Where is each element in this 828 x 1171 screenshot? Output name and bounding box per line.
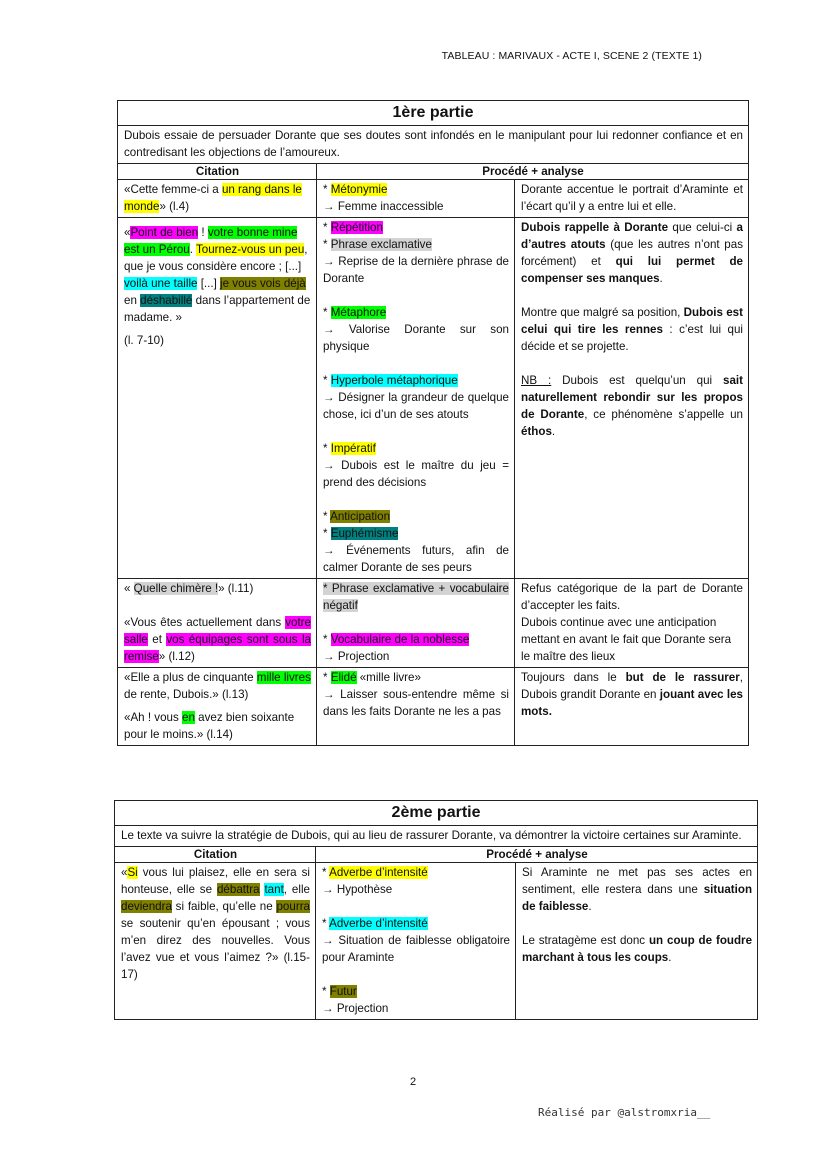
analyse-cell: Refus catégorique de la part de Dorante d’accepter les faits. Dubois continue avec une anticipation mettant en avant le fait que Dorante sera le maître des lieux bbox=[515, 579, 749, 668]
table-row bbox=[118, 579, 749, 668]
analyse-cell: Dubois rappelle à Dorante que celui-ci a d’autres atouts (que les autres n’ont pas forcément) et qui lui permet de compenser ses manques. Montre que malgré sa position, Dubois est celui qui tire les rennes : c’est lui qui décide et se projette. NB : Dubois est quelqu’un qui sait naturellement rebondir sur les propos de Dorante, ce phénomène s’appelle un éthos. bbox=[515, 218, 749, 579]
document-header: TABLEAU : MARIVAUX - ACTE I, SCENE 2 (TEXTE 1) bbox=[441, 50, 702, 62]
procede-cell: * Elidé «mille livre» → Laisser sous-entendre même si dans les faits Dorante ne les a pas bbox=[317, 668, 515, 746]
analyse-cell: Toujours dans le but de le rassurer, Dubois grandit Dorante en jouant avec les mots. bbox=[515, 668, 749, 746]
table-row bbox=[118, 668, 749, 746]
part2-title: 2ème partie bbox=[115, 801, 758, 826]
analyse-cell: Dorante accentue le portrait d’Araminte et l’écart qu’il y a entre lui et elle. bbox=[515, 180, 749, 218]
author-credit: Réalisé par @alstromxria__ bbox=[538, 1106, 711, 1119]
analyse-cell: Si Araminte ne met pas ses actes en sentiment, elle restera dans une situation de faiblesse. Le stratagème est donc un coup de foudre marchant à tous les coups. bbox=[516, 863, 758, 1020]
column-header-procede: Procédé + analyse bbox=[316, 847, 758, 863]
column-header-procede: Procédé + analyse bbox=[317, 164, 749, 180]
part1-intro: Dubois essaie de persuader Dorante que ses doutes sont infondés en le manipulant pour lui redonner confiance et en contredisant les objections de l’amoureux. bbox=[118, 126, 749, 164]
part2-intro: Le texte va suivre la stratégie de Dubois, qui au lieu de rassurer Dorante, va démontrer la victoire certaines sur Araminte. bbox=[115, 826, 758, 847]
table-row bbox=[118, 180, 749, 218]
citation-cell: «Cette femme-ci a un rang dans le monde» (l.4) bbox=[118, 180, 317, 218]
table-row bbox=[118, 218, 749, 579]
column-header-citation: Citation bbox=[118, 164, 317, 180]
column-header-citation: Citation bbox=[115, 847, 316, 863]
part1-title: 1ère partie bbox=[118, 101, 749, 126]
part1-table bbox=[117, 100, 749, 746]
citation-cell: «Point de bien ! votre bonne mine est un Pérou. Tournez-vous un peu, que je vous considère encore ; [...] voilà une taille [...] je vous vois déjà en déshabillé dans l’appartement de madame. » (l. 7-10) bbox=[118, 218, 317, 579]
citation-cell: «Elle a plus de cinquante mille livres de rente, Dubois.» (l.13) «Ah ! vous en avez bien soixante pour le moins.» (l.14) bbox=[118, 668, 317, 746]
part2-table bbox=[114, 800, 758, 1020]
procede-cell: * Phrase exclamative + vocabulaire négatif * Vocabulaire de la noblesse → Projection bbox=[317, 579, 515, 668]
citation-cell: « Quelle chimère !» (l.11) «Vous êtes actuellement dans votre salle et vos équipages sont sous la remise» (l.12) bbox=[118, 579, 317, 668]
procede-cell: * Métonymie → Femme inaccessible bbox=[317, 180, 515, 218]
procede-cell: * Adverbe d’intensité → Hypothèse * Adverbe d’intensité → Situation de faiblesse obligatoire pour Araminte * Futur → Projection bbox=[316, 863, 516, 1020]
table-row bbox=[115, 863, 758, 1020]
citation-cell: «Si vous lui plaisez, elle en sera si honteuse, elle se débattra tant, elle deviendra si faible, qu’elle ne pourra se soutenir qu’en épousant ; vous m’en direz des nouvelles. Vous l’avez vue et vous l’aimez ?» (l.15-17) bbox=[115, 863, 316, 1020]
page-number: 2 bbox=[410, 1076, 417, 1088]
procede-cell: * Répétition * Phrase exclamative → Reprise de la dernière phrase de Dorante * Métaphore → Valorise Dorante sur son physique * Hyperbole métaphorique → Désigner la grandeur de quelque chose, ici d’un de ses atouts * Impératif → Dubois est le maître du jeu = prend des décisions * Anticipation * Euphémisme → Événements futurs, afin de calmer Dorante de ses peurs bbox=[317, 218, 515, 579]
